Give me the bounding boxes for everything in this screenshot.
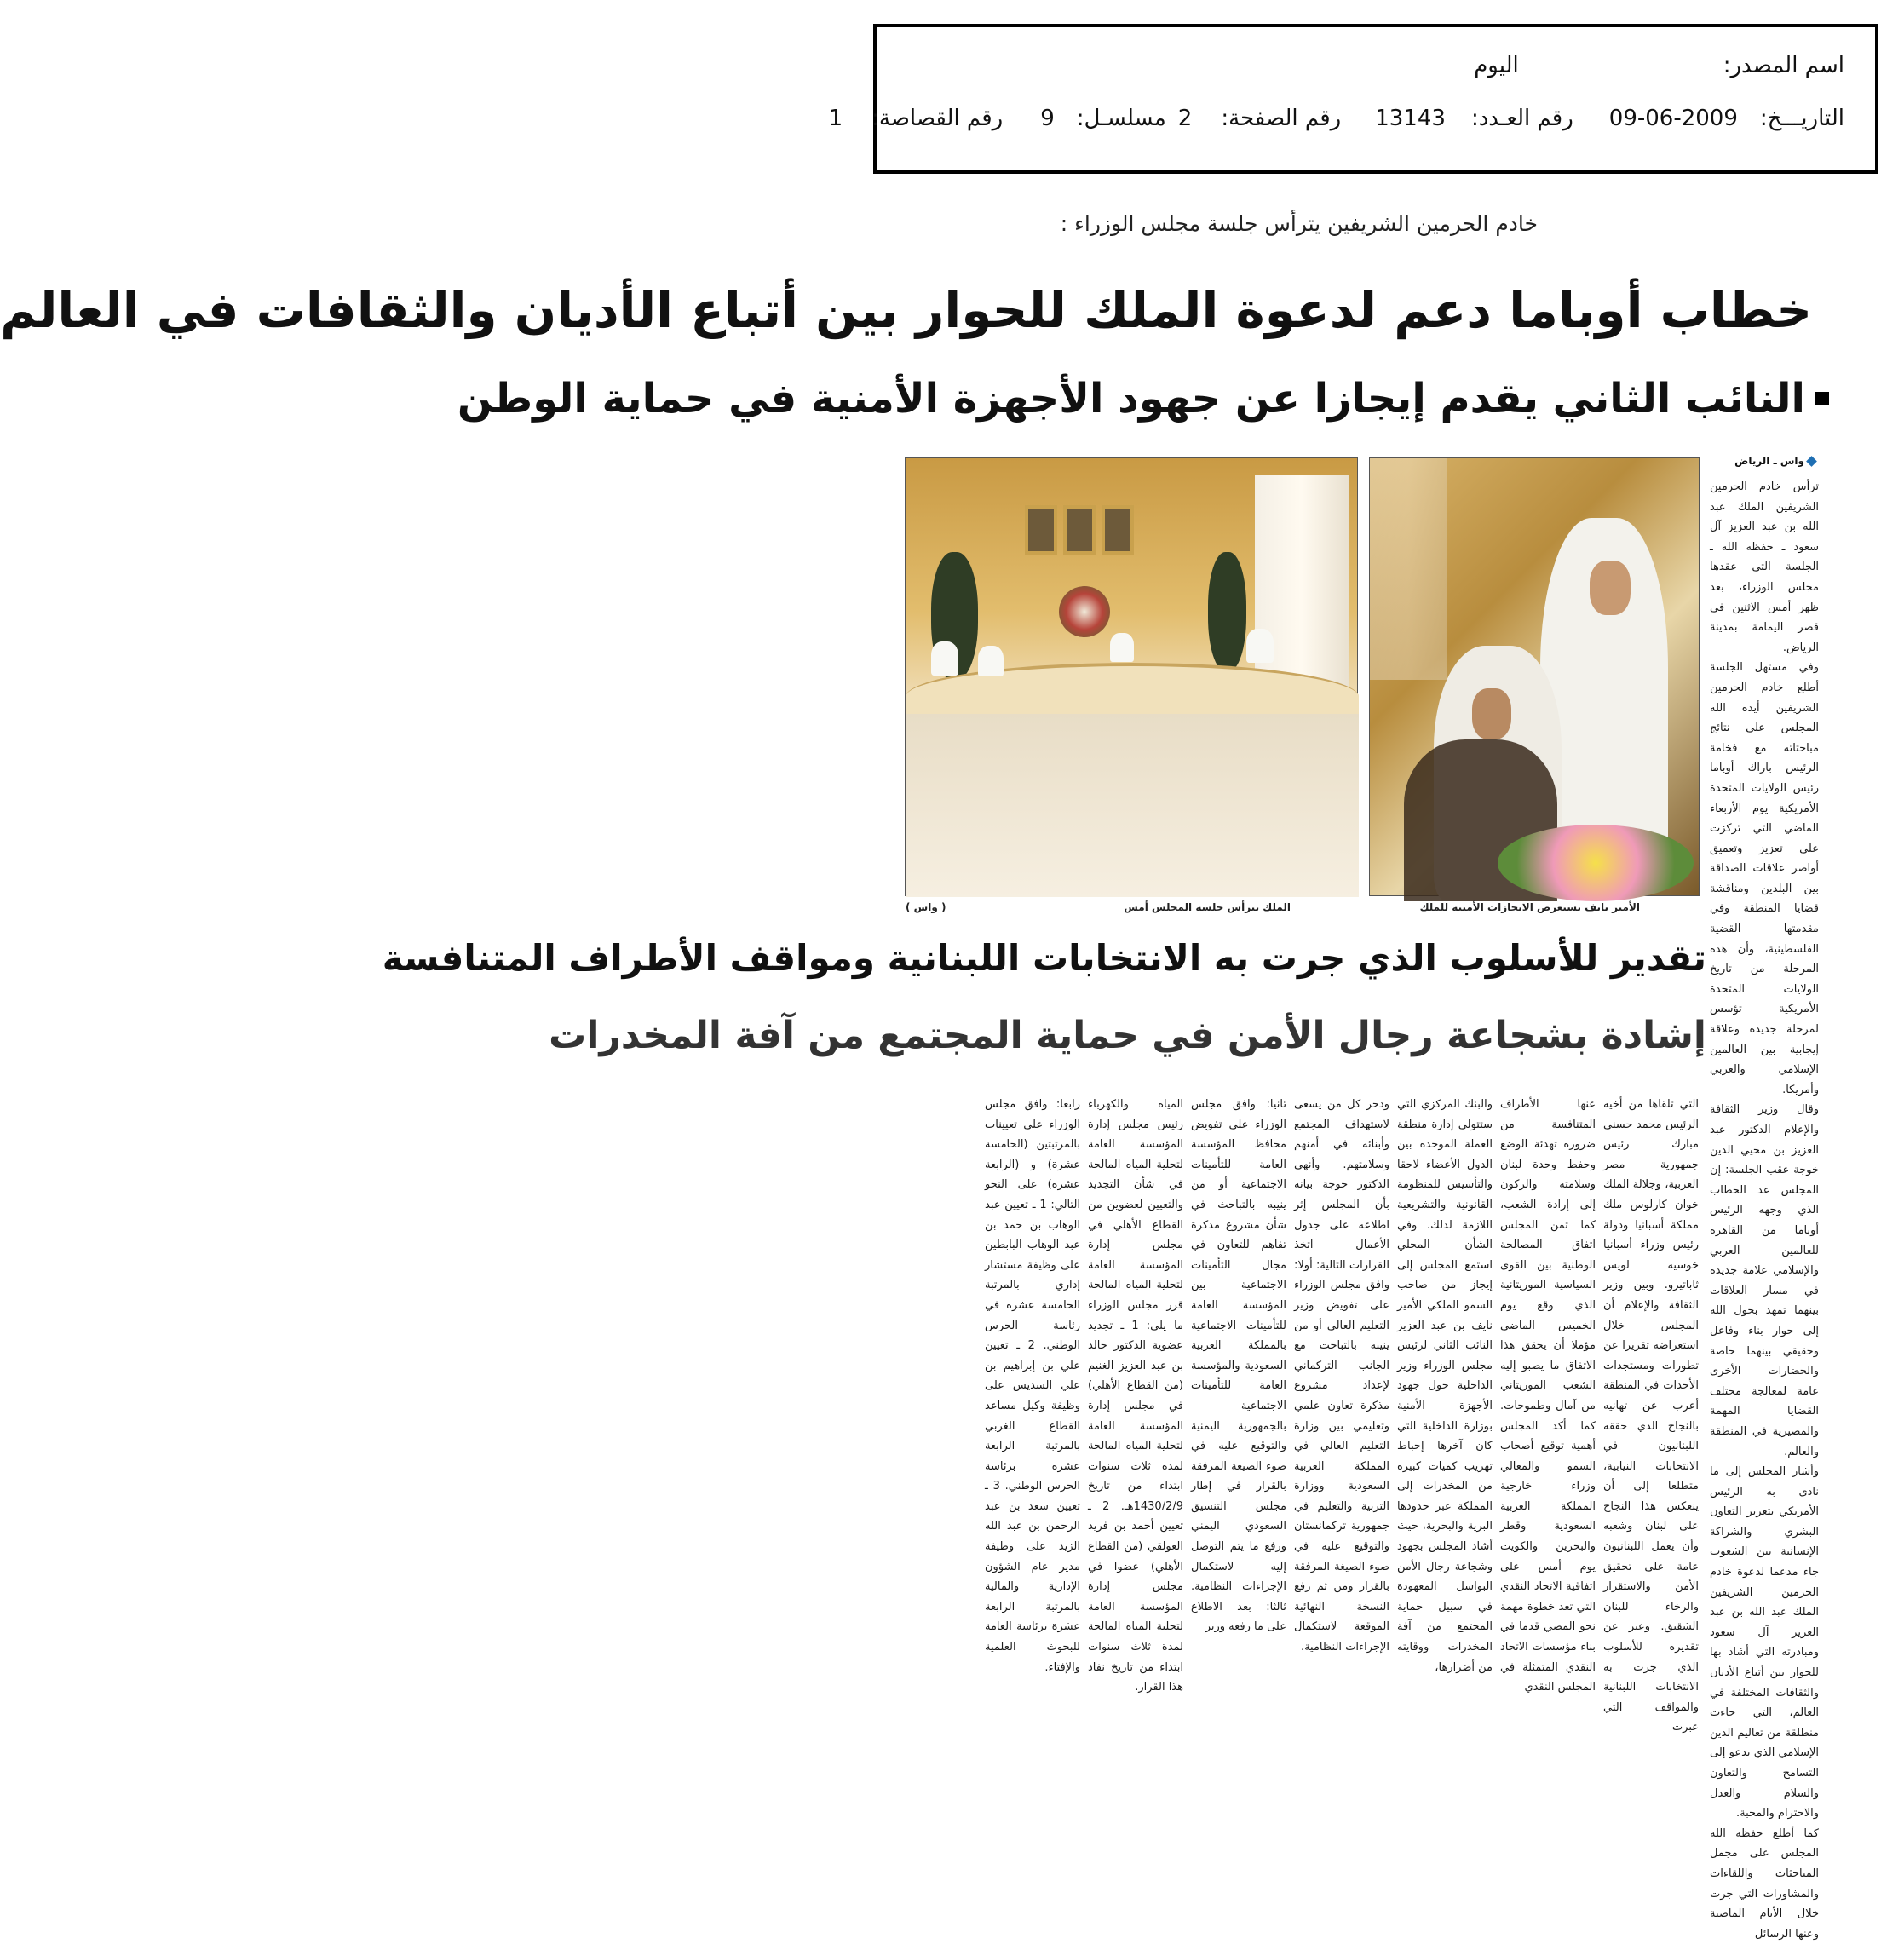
clipping-value: 1 — [828, 106, 843, 131]
body-column-4 — [1294, 1095, 1389, 1654]
body-column-2 — [1500, 1095, 1596, 1694]
clipping-label: رقم القصاصة: — [871, 106, 1004, 131]
photo-cabinet-session — [905, 457, 1358, 896]
body-text: عنها الأطراف المتنافسة من ضرورة تهدئة الوضع وحفظ وحدة لبنان وسلامته والركون إلى إرادة الشعب، كما ثمن المجلس اتفاق المصالحة الوطنية بين القوى السياسية الموريتانية الذي وقع يوم الخميس الماضي مؤملا أن يحقق هذا الاتفاق ما يصبو إليه الشعب الموريتاني من آمال وطموحات. كما أكد المجلس أهمية توقيع أصحاب السمو والمعالي وزراء خارجية المملكة العربية السعودية وقطر والبحرين والكويت يوم أمس على اتفاقية الاتحاد النقدي التي تعد خطوة مهمة نحو المضي قدما في بناء مؤسسات الاتحاد النقدي المتمثلة في المجلس النقدي — [1500, 1098, 1596, 1694]
byline — [1734, 455, 1815, 467]
body-column-7 — [985, 1095, 1081, 1674]
page-label: رقم الصفحة: — [1221, 106, 1342, 131]
photo-background-panel — [1370, 458, 1447, 680]
photo-portrait — [1025, 505, 1057, 555]
body-text: ودحر كل من يسعى لاستهداف المجتمع وأبنائه في أمنهم وسلامتهم. وأنهى الدكتور خوجة بيانه بأن المجلس إثر اطلاعه على جدول الأعمال اتخذ القرارات التالية: أولا: وافق مجلس الوزراء على تفويض وزير التعليم العالي أو من ينيبه بالتباحث مع الجانب التركماني لإعداد مشروع مذكرة تعاون علمي وتعليمي بين وزارة التعليم العالي في المملكة العربية السعودية ووزارة التربية والتعليم في جمهورية تركمانستان والتوقيع عليه في ضوء الصيغة المرفقة بالقرار ومن ثم رفع النسخة النهائية الموقعة لاستكمال الإجراءات النظامية. — [1294, 1098, 1389, 1654]
side-paragraph: كما أطلع حفظه الله المجلس على مجمل المباحثات واللقاءات والمشاورات التي جرت خلال الأيام الماضية وعنها الرسائل — [1710, 1826, 1819, 1941]
body-column-3 — [1397, 1095, 1493, 1674]
square-bullet-icon — [1815, 392, 1829, 405]
photo-portrait — [1063, 505, 1096, 555]
photo-credit: ( واس ) — [906, 901, 946, 913]
page-value: 2 — [1177, 106, 1193, 131]
photo-portrait — [1102, 505, 1134, 555]
photo-face — [1590, 561, 1631, 615]
issue-label: رقم العـدد: — [1470, 106, 1573, 131]
photo-attendee — [1110, 633, 1134, 662]
source-label: اسم المصدر: — [1723, 53, 1844, 78]
photo-attendee — [978, 646, 1004, 676]
side-paragraph: وفي مستهل الجلسة أطلع خادم الحرمين الشريفين أيده الله المجلس على نتائج مباحثاته مع فخامة الرئيس باراك أوباما رئيس الولايات المتحدة الأمريكية يوم الأربعاء الماضي التي تركزت على تعزيز وتعميق أواصر علاقات الصداقة بين البلدين ومناقشة قضايا المنطقة وفي مقدمتها القضية الفلسطينية، وأن هذه المرحلة من تاريخ الولايات المتحدة الأمريكية تؤسس لمرحلة جديدة وعلاقة إيجابية بين العالمين الإسلامي والعربي وأمريكا. — [1710, 661, 1819, 1096]
photo-caption-left: الملك يترأس جلسة المجلس أمس — [1124, 901, 1291, 913]
article-headline-2: تقدير للأسلوب الذي جرت به الانتخابات اللبنانية ومواقف الأطراف المتنافسة — [382, 937, 1706, 979]
article-headline: خطاب أوباما دعم لدعوة الملك للحوار بين أتباع الأديان والثقافات في العالم — [0, 281, 1812, 339]
body-text: المياه والكهرباء رئيس مجلس إدارة المؤسسة العامة لتحلية المياه المالحة في شأن التجديد والتعيين لعضوين من القطاع الأهلي في مجلس إدارة المؤسسة العامة لتحلية المياه المالحة قرر مجلس الوزراء ما يلي: 1 ـ تجديد عضوية الدكتور خالد بن عبد العزيز الغنيم (من القطاع الأهلي) في مجلس إدارة المؤسسة العامة لتحلية المياه المالحة لمدة ثلاث سنوات ابتداء من تاريخ 1430/2/9هـ. 2 ـ تعيين أحمد بن فريد العولقي (من القطاع الأهلي) عضوا في مجلس إدارة المؤسسة العامة لتحلية المياه المالحة لمدة ثلاث سنوات ابتداء من تاريخ نفاذ هذا القرار. — [1088, 1098, 1183, 1694]
issue-value: 13143 — [1375, 106, 1446, 131]
body-text: ثانيا: وافق مجلس الوزراء على تفويض محافظ المؤسسة العامة للتأمينات الاجتماعية أو من ينيبه بالتباحث في شأن مشروع مذكرة تفاهم للتعاون في مجال التأمينات الاجتماعية بين المؤسسة العامة للتأمينات الاجتماعية بالمملكة العربية السعودية والمؤسسة العامة للتأمينات الاجتماعية بالجمهورية اليمنية والتوقيع عليه في ضوء الصيغة المرفقة بالقرار في إطار مجلس التنسيق السعودي اليمني ورفع ما يتم التوصل إليه لاستكمال الإجراءات النظامية. ثالثا: بعد الاطلاع على ما رفعه وزير — [1191, 1098, 1286, 1634]
body-text: رابعا: وافق مجلس الوزراء على تعيينات بالمرتبتين (الخامسة عشرة) و (الرابعة عشرة) على النحو التالي: 1 ـ تعيين عبد الوهاب بن حمد بن عبد الوهاب البابطين على وظيفة مستشار إداري بالمرتبة الخامسة عشرة في رئاسة الحرس الوطني. 2 ـ تعيين علي بن إبراهيم بن علي السديس على وظيفة وكيل مساعد القطاع الغربي بالمرتبة الرابعة عشرة برئاسة الحرس الوطني. 3 ـ تعيين سعد بن عبد الرحمن بن عبد الله الزيد على وظيفة مدير عام الشؤون الإدارية والمالية بالمرتبة الرابعة عشرة برئاسة العامة للبحوث العلمية والإفتاء. — [985, 1098, 1081, 1674]
side-paragraph: وقال وزير الثقافة والإعلام الدكتور عبد العزيز بن محيي الدين خوجة عقب الجلسة: إن المجلس عد الخطاب الذي وجهه الرئيس أوباما من القاهرة للعالمين العربي والإسلامي علامة جديدة في مسار العلاقات بينهما تمهد بحول الله إلى حوار بناء وفاعل وحقيقي بينهما خاصة والحضارات الأخرى عامة لمعالجة مختلف القضايا المهمة والمصيرية في المنطقة والعالم. — [1710, 1103, 1819, 1458]
article-subheadline-2: إشادة بشجاعة رجال الأمن في حماية المجتمع من آفة المخدرات — [549, 1014, 1706, 1057]
body-column-1 — [1603, 1095, 1699, 1734]
serial-label: مسلسـل: — [1076, 106, 1166, 131]
byline-text: واس ـ الرياض — [1734, 455, 1804, 467]
side-text-column — [1710, 477, 1819, 1941]
photo-caption-right: الأمير نايف يستعرض الانجازات الأمنية للملك — [1419, 901, 1640, 913]
body-text: التي تلقاها من أخيه الرئيس محمد حسني مبارك رئيس جمهورية مصر العربية، وجلالة الملك خوان كارلوس ملك مملكة أسبانيا ودولة رئيس وزراء أسبانيا خوسيه لويس ثاباتيرو. وبين وزير الثقافة والإعلام أن المجلس خلال استعراضه تقريرا عن تطورات ومستجدات الأحداث في المنطقة أعرب عن تهانيه بالنجاح الذي حققه اللبنانيون في الانتخابات النيابية، متطلعا إلى أن ينعكس هذا النجاح على لبنان وشعبه وأن يعمل اللبنانيون عامة على تحقيق الأمن والاستقرار والرخاء للبنان الشقيق. وعبر عن تقديره للأسلوب الذي جرت به الانتخابات اللبنانية والمواقف التي عبرت — [1603, 1098, 1699, 1734]
photo-attendee — [1246, 629, 1274, 663]
clipping-header-box — [828, 24, 1878, 174]
photo-attendee — [931, 641, 958, 676]
article-subheadline: النائب الثاني يقدم إيجازا عن جهود الأجهزة الأمنية في حماية الوطن — [457, 375, 1805, 423]
article-kicker: خادم الحرمين الشريفين يترأس جلسة مجلس الوزراء : — [1060, 211, 1538, 236]
article-subheadline-row — [457, 375, 1829, 423]
photo-flower-arrangement — [1498, 825, 1694, 901]
photo-king-and-prince — [1369, 457, 1700, 896]
header-row-meta — [828, 106, 1844, 131]
side-paragraph: وأشار المجلس إلى ما نادى به الرئيس الأمريكي بتعزيز التعاون البشري والشراكة الإنسانية بين الشعوب جاء مدعما لدعوة خادم الحرمين الشريفين الملك عبد الله بن عبد العزيز آل سعود ومبادرته التي أشاد بها للحوار بين أتباع الأديان والثقافات المختلفة في العالم، التي جاءت منطلقة من تعاليم الدين الإسلامي الذي يدعو إلى التسامح والتعاون والسلام والعدل والاحترام والمحبة. — [1710, 1465, 1819, 1820]
photo-face — [1472, 688, 1511, 739]
photo-floor — [906, 714, 1359, 897]
source-value: اليوم — [1474, 53, 1519, 78]
body-text: والبنك المركزي التي ستتولى إدارة منطقة العملة الموحدة بين الدول الأعضاء لاحقا والتأسيس للمنظومة القانونية والتشريعية اللازمة لذلك. وفي الشأن المحلي استمع المجلس إلى إيجاز من صاحب السمو الملكي الأمير نايف بن عبد العزيز النائب الثاني لرئيس مجلس الوزراء وزير الداخلية حول جهود الأجهزة الأمنية بوزارة الداخلية التي كان آخرها إحباط تهريب كميات كبيرة من المخدرات إلى المملكة عبر حدودها البرية والبحرية، حيث أشاد المجلس بجهود وشجاعة رجال الأمن البواسل المعهودة في سبيل حماية المجتمع من آفة المخدرات ووقايته من أضرارها، — [1397, 1098, 1493, 1674]
serial-value: 9 — [1040, 106, 1055, 131]
photo-plant — [1208, 552, 1246, 671]
diamond-icon — [1806, 456, 1817, 467]
date-value: 09-06-2009 — [1608, 106, 1738, 131]
photo-flowers — [1059, 586, 1110, 637]
body-column-6 — [1088, 1095, 1183, 1694]
header-row-source — [907, 53, 1844, 78]
date-label: التاريـــخ: — [1759, 106, 1844, 131]
body-column-5 — [1191, 1095, 1286, 1634]
side-paragraph: ترأس خادم الحرمين الشريفين الملك عبد الله بن عبد العزيز آل سعود ـ حفظه الله ـ الجلسة التي عقدها مجلس الوزراء، بعد ظهر أمس الاثنين في قصر اليمامة بمدينة الرياض. — [1710, 480, 1819, 654]
